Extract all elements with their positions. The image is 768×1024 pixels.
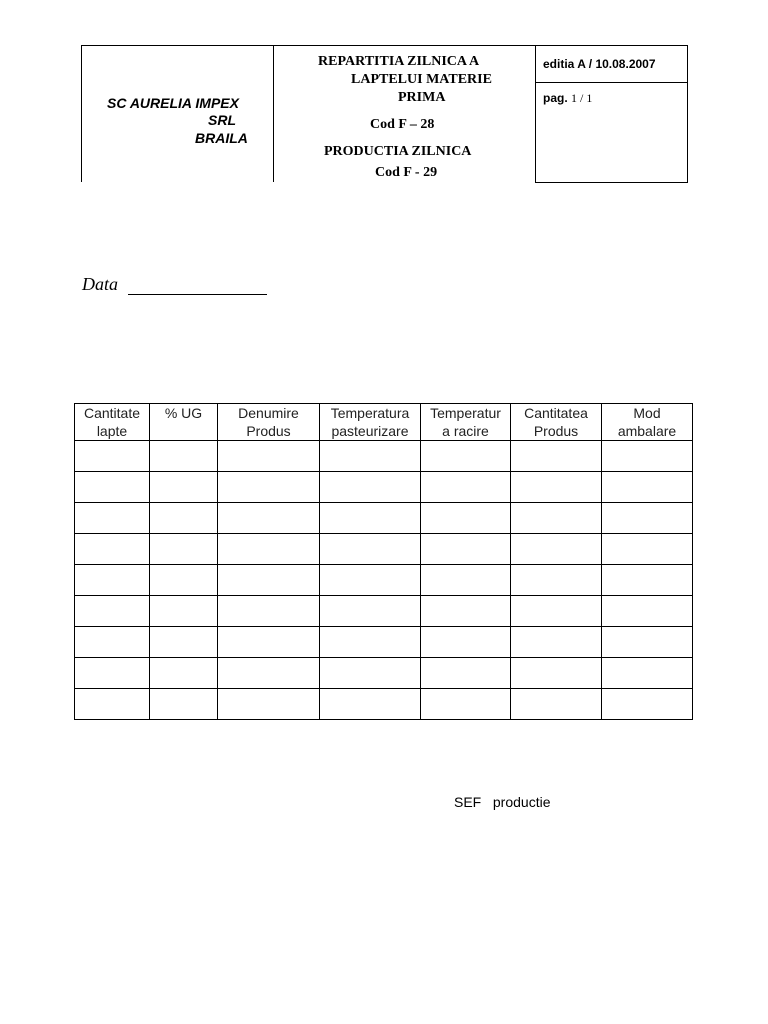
edition-cell (535, 45, 688, 183)
col-header-cantitatea-produs: Cantitatea Produs (511, 404, 602, 441)
table-cell[interactable] (75, 472, 150, 503)
col-header-denumire-produs: Denumire Produs (218, 404, 320, 441)
company-type: SRL (208, 112, 236, 128)
form-code-1: Cod F – 28 (370, 117, 435, 132)
table-cell[interactable] (511, 658, 602, 689)
table-row (75, 689, 693, 720)
table-cell[interactable] (511, 596, 602, 627)
production-table (74, 403, 693, 720)
table-cell[interactable] (150, 658, 218, 689)
company-city: BRAILA (195, 130, 248, 146)
table-cell[interactable] (602, 627, 693, 658)
table-cell[interactable] (218, 534, 320, 565)
company-name: SC AURELIA IMPEX (107, 95, 239, 111)
table-cell[interactable] (218, 441, 320, 472)
table-cell[interactable] (421, 627, 511, 658)
table-cell[interactable] (150, 596, 218, 627)
table-row (75, 534, 693, 565)
table-cell[interactable] (75, 534, 150, 565)
signature-label: SEF productie (454, 794, 551, 810)
table-cell[interactable] (421, 596, 511, 627)
col-header-cantitate-lapte: Cantitate lapte (75, 404, 150, 441)
col-header-ug: % UG (150, 404, 218, 441)
page-value: 1 / 1 (571, 91, 593, 105)
table-cell[interactable] (320, 472, 421, 503)
table-cell[interactable] (218, 596, 320, 627)
table-cell[interactable] (320, 658, 421, 689)
table-cell[interactable] (320, 596, 421, 627)
table-cell[interactable] (75, 503, 150, 534)
page-label: pag. (543, 91, 568, 105)
table-cell[interactable] (602, 534, 693, 565)
col-header-mod-ambalare: Mod ambalare (602, 404, 693, 441)
table-cell[interactable] (421, 441, 511, 472)
table-cell[interactable] (602, 689, 693, 720)
form-code-2: Cod F - 29 (375, 165, 438, 180)
table-cell[interactable] (320, 441, 421, 472)
edition-text: editia A / 10.08.2007 (543, 57, 656, 71)
table-cell[interactable] (511, 627, 602, 658)
table-header-row (75, 404, 693, 441)
page-indicator (543, 91, 592, 106)
col-header-temperatura-racire: Temperatur a racire (421, 404, 511, 441)
table-cell[interactable] (218, 565, 320, 596)
table-cell[interactable] (218, 503, 320, 534)
table-row (75, 441, 693, 472)
table-cell[interactable] (75, 658, 150, 689)
table-cell[interactable] (320, 627, 421, 658)
table-cell[interactable] (75, 627, 150, 658)
table-cell[interactable] (320, 503, 421, 534)
form-title-cell (273, 45, 536, 182)
form-title-line3: PRIMA (398, 90, 446, 105)
table-body (75, 441, 693, 720)
document-header (81, 45, 687, 182)
table-row (75, 596, 693, 627)
table-row (75, 658, 693, 689)
table-cell[interactable] (75, 689, 150, 720)
table-cell[interactable] (602, 565, 693, 596)
table-cell[interactable] (150, 565, 218, 596)
table-cell[interactable] (602, 441, 693, 472)
table-cell[interactable] (75, 596, 150, 627)
table-cell[interactable] (150, 627, 218, 658)
table-cell[interactable] (320, 689, 421, 720)
table-cell[interactable] (421, 472, 511, 503)
edition-row (536, 46, 687, 83)
form-title-line2: LAPTELUI MATERIE (351, 72, 492, 87)
company-cell (81, 45, 274, 182)
table-cell[interactable] (421, 503, 511, 534)
table-cell[interactable] (602, 503, 693, 534)
table-cell[interactable] (218, 627, 320, 658)
table-cell[interactable] (218, 689, 320, 720)
table-cell[interactable] (75, 441, 150, 472)
table-cell[interactable] (218, 658, 320, 689)
table-cell[interactable] (511, 565, 602, 596)
table-cell[interactable] (602, 472, 693, 503)
table-cell[interactable] (602, 596, 693, 627)
table-row (75, 627, 693, 658)
table-cell[interactable] (421, 534, 511, 565)
table-cell[interactable] (511, 472, 602, 503)
form-title-line4: PRODUCTIA ZILNICA (324, 144, 472, 159)
table-row (75, 503, 693, 534)
table-cell[interactable] (320, 534, 421, 565)
table-cell[interactable] (150, 689, 218, 720)
col-header-temperatura-pasteurizare: Temperatura pasteurizare (320, 404, 421, 441)
table-cell[interactable] (150, 503, 218, 534)
date-field-line[interactable] (128, 294, 267, 295)
table-cell[interactable] (602, 658, 693, 689)
table-cell[interactable] (150, 534, 218, 565)
table-cell[interactable] (511, 689, 602, 720)
table-cell[interactable] (511, 534, 602, 565)
table-cell[interactable] (150, 472, 218, 503)
table-row (75, 565, 693, 596)
table-cell[interactable] (421, 689, 511, 720)
form-title-line1: REPARTITIA ZILNICA A (318, 54, 480, 69)
table-cell[interactable] (511, 503, 602, 534)
table-cell[interactable] (421, 565, 511, 596)
table-cell[interactable] (421, 658, 511, 689)
table-cell[interactable] (75, 565, 150, 596)
table-row (75, 472, 693, 503)
table-cell[interactable] (150, 441, 218, 472)
table-cell[interactable] (320, 565, 421, 596)
date-label: Data (82, 274, 118, 294)
table-cell[interactable] (218, 472, 320, 503)
table-cell[interactable] (511, 441, 602, 472)
